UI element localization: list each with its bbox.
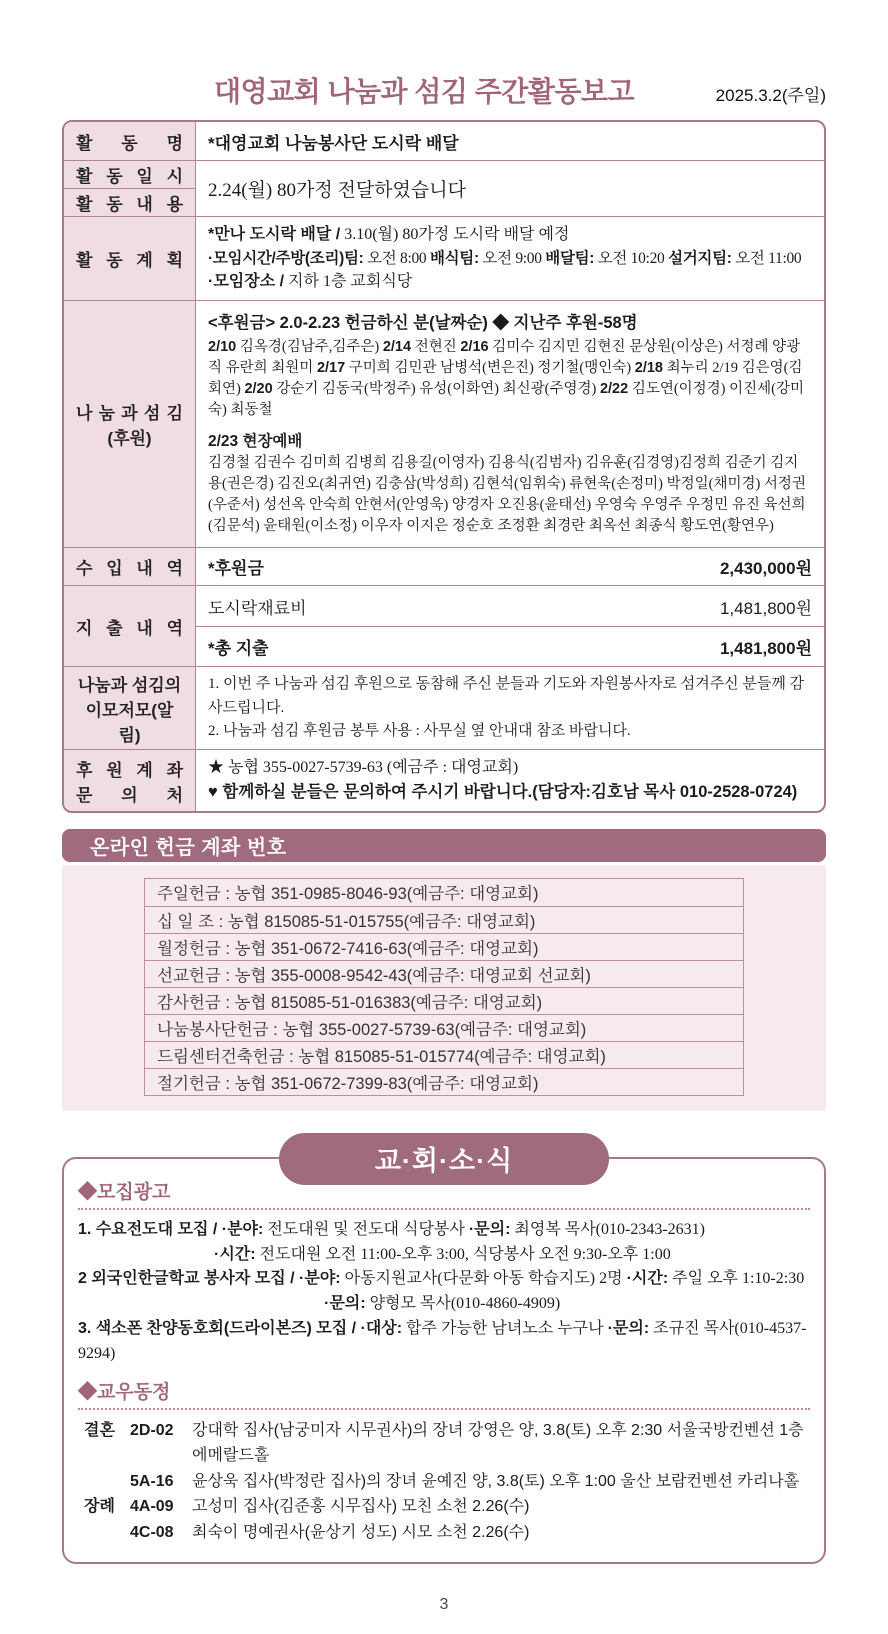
giving-account-row: 월정헌금 : 농협 351-0672-7416-63(예금주: 대영교회) — [145, 933, 743, 960]
plan-line3-label: ·모임장소 / — [208, 273, 285, 291]
online-giving-header: 온라인 헌금 계좌 번호 — [62, 829, 826, 862]
family-news-group: 장례 — [84, 1498, 115, 1516]
giving-account-row: 나눔봉사단헌금 : 농협 355-0027-5739-63(예금주: 대영교회) — [145, 1014, 743, 1041]
plan-line3-text: 지하 1층 교회식당 — [284, 273, 413, 291]
family-news-heading: ◆교우동정 — [78, 1381, 171, 1403]
family-news-text: 윤상욱 집사(박정란 집사)의 장녀 윤예진 양, 3.8(토) 오후 1:00 울산 보람컨벤션 카리나홀 — [192, 1472, 800, 1490]
donor-date: 2/22 — [599, 381, 629, 398]
page-number: 3 — [439, 1595, 449, 1613]
row-label: 수 입 내 역 — [64, 548, 196, 585]
donor-date: 2/16 — [460, 339, 489, 356]
donor-date: 2/20 — [244, 381, 273, 398]
label-activity-date: 활 동 일 시 — [76, 167, 183, 186]
worship-attendee-list: 김경철 김권수 김미희 김병희 김용길(이영자) 김용식(김범자) 김유훈(김경영)김정희 김준기 김지용(권은경) 김진오(최귀연) 김충삼(박성희) 김현석(임휘숙) 류현욱(손정미) 박정일(채미경) 서정권(우준서) 성선옥 안숙희 안현서(안영욱) 양경자 오진용(윤태선) 우영숙 우영주 우정민 유진 육선희(김문석) 윤태원(이소정) 이우자 이지은 정순호 조정환 최경란 최옥선 최종식 황도연(황연우) — [208, 455, 806, 535]
family-news-code: 4A-09 — [130, 1498, 174, 1516]
plan-line-2: ·모임시간/주방(조리)팀: 오전 8:00 배식팀: 오전 9:00 배달팀: 오전 10:20 설거지팀: 오전 11:00 — [208, 250, 802, 267]
table-row-expense — [64, 585, 824, 666]
row-content — [196, 586, 824, 666]
row-content — [196, 750, 824, 811]
donor-names: 강순기 김동국(박정주) 유성(이화연) 최신광(주영경) — [272, 381, 600, 398]
church-news-box — [62, 1146, 826, 1564]
row-content — [196, 122, 824, 160]
page-title: 대영교회 나눔과 섬김 주간활동보고 — [213, 76, 635, 107]
expense-item: 도시락재료비 — [208, 598, 307, 618]
expense-amount: 1,481,800원 — [719, 598, 812, 618]
family-news-group — [84, 1469, 130, 1495]
family-news-group: 결혼 — [84, 1421, 115, 1439]
income-amount: 2,430,000원 — [719, 559, 812, 579]
giving-account-row: 십 일 조 : 농협 815085-51-015755(예금주: 대영교회) — [145, 906, 743, 933]
recruit-item-2: 2 외국인한글학교 봉사자 모집 / ·분야: 아동지원교사(다문화 아동 학습지도) 2명 ·시간: 주일 오후 1:10-2:30 — [78, 1270, 805, 1288]
dotted-divider — [78, 1208, 810, 1210]
dotted-divider — [78, 1408, 810, 1410]
expense-total-item: *총 지출 — [208, 639, 269, 659]
family-news-list — [78, 1418, 810, 1546]
family-news-text: 고성미 집사(김준홍 시무집사) 모친 소천 2.26(수) — [192, 1498, 530, 1516]
family-news-group — [84, 1520, 130, 1546]
row-label: 활 동 명 — [64, 122, 196, 160]
recruit-item-3: 3. 색소폰 찬양동호회(드라이본즈) 모집 / ·대상: 합주 가능한 남녀노소 누구나 ·문의: 조규진 목사(010-4537-9294) — [78, 1320, 807, 1362]
table-row-plan — [64, 216, 824, 300]
row-label: 활 동 계 획 — [64, 217, 196, 300]
giving-account-row: 감사헌금 : 농협 815085-51-016383(예금주: 대영교회) — [145, 987, 743, 1014]
recruit-item-1: 1. 수요전도대 모집 / ·분야: 전도대원 및 전도대 식당봉사 ·문의: 최영복 목사(010-2343-2631) — [78, 1220, 705, 1238]
giving-account-table — [144, 878, 744, 1096]
donor-names: 김도연(이정경) 이진세(강미숙) 최동철 — [208, 381, 804, 419]
plan-line-1 — [208, 223, 812, 247]
income-item: *후원금 — [208, 559, 264, 579]
row-label: 후 원 계 좌 문 의 처 — [64, 750, 196, 811]
row-label: 나눔과 섬김의 이모저모(알림) — [64, 667, 196, 749]
row-content — [196, 667, 824, 749]
family-news-row — [78, 1469, 810, 1495]
family-news-text: 최숙이 명예권사(윤상기 성도) 시모 소천 2.26(수) — [192, 1524, 530, 1542]
expense-total-amount: 1,481,800원 — [719, 639, 812, 659]
donor-names: 김미수 김지민 김현진 문상원(이상은) 서정례 양광직 유란희 최원미 — [208, 339, 801, 377]
online-giving-panel — [62, 865, 826, 1111]
plan-line1-label: *만나 도시락 배달 / — [208, 226, 341, 243]
report-date: 2025.3.2(주일) — [715, 86, 826, 105]
weekly-report-table — [62, 120, 826, 813]
donor-names: 김옥경(김남주,김주은) — [236, 339, 383, 356]
note-line-1: 1. 이번 주 나눔과 섬김 후원으로 동참해 주신 분들과 기도와 자원봉사자로 섬겨주신 분들께 감사드립니다. — [208, 676, 805, 716]
label-activity-content: 활 동 내 용 — [64, 188, 195, 216]
giving-account-row: 드림센터건축헌금 : 농협 815085-51-015774(예금주: 대영교회) — [145, 1041, 743, 1068]
support-account-number: ★ 농협 355-0027-5739-63 (예금주 : 대영교회) — [208, 759, 519, 777]
donor-date: 2/18 — [634, 360, 663, 377]
activity-name-value: *대영교회 나눔봉사단 도시락 배달 — [208, 133, 459, 153]
table-row-notes — [64, 666, 824, 749]
plan-line-3 — [208, 270, 812, 294]
family-news-code: 2D-02 — [130, 1421, 174, 1439]
donor-date: 2/17 — [316, 360, 346, 377]
row-content — [196, 161, 824, 216]
table-row-income — [64, 547, 824, 585]
row-label: 나 눔 과 섬 김 (후원) — [64, 301, 196, 547]
expense-row-materials — [196, 586, 824, 626]
donation-heading: <후원금> 2.0-2.23 헌금하신 분(날짜순) ◆ 지난주 후원-58명 — [208, 314, 638, 333]
church-news-title: 교·회·소·식 — [279, 1133, 609, 1185]
expense-row-total — [196, 626, 824, 666]
giving-account-row: 주일헌금 : 농협 351-0985-8046-93(예금주: 대영교회) — [157, 885, 539, 904]
support-contact: ♥ 함께하실 분들은 문의하여 주시기 바랍니다.(담당자:김호남 목사 010-2528-0724) — [208, 783, 798, 802]
donor-date: 2/14 — [382, 339, 412, 356]
recruit-item-2-sub: ·문의: 양형모 목사(010-4860-4909) — [324, 1295, 561, 1313]
activity-when-value: 2.24(월) 80가정 전달하였습니다 — [208, 180, 466, 201]
note-line-2: 2. 나눔과 섬김 후원금 봉투 사용 : 사무실 옆 안내대 참조 바랍니다. — [208, 722, 631, 739]
giving-account-row: 절기헌금 : 농협 351-0672-7399-83(예금주: 대영교회) — [145, 1068, 743, 1095]
table-row-activity-name — [64, 122, 824, 160]
table-row-support-account — [64, 749, 824, 811]
plan-line1-text: 3.10(월) 80가정 도시락 배달 예정 — [340, 226, 570, 243]
income-row — [208, 554, 812, 579]
worship-heading: 2/23 현장예배 — [208, 433, 303, 451]
family-news-row — [78, 1418, 810, 1469]
row-content — [196, 217, 824, 300]
family-news-text: 강대학 집사(남궁미자 시무권사)의 장녀 강영은 양, 3.8(토) 오후 2:30 서울국방컨벤션 1층 에메랄드홀 — [192, 1421, 804, 1465]
family-news-row — [78, 1494, 810, 1520]
table-row-sharing — [64, 300, 824, 547]
giving-account-row: 선교헌금 : 농협 355-0008-9542-43(예금주: 대영교회 선교회) — [145, 960, 743, 987]
recruit-item-1-sub: ·시간: 전도대원 오전 11:00-오후 3:00, 식당봉사 오전 9:30-오후 1:00 — [214, 1245, 671, 1263]
table-row-activity-when — [64, 160, 824, 216]
row-label — [64, 161, 196, 216]
donor-names: 구미희 김민관 남병석(변은진) 정기철(맹인숙) — [345, 360, 635, 377]
donor-list — [208, 337, 812, 421]
donor-date: 2/10 — [208, 339, 237, 356]
family-news-code: 5A-16 — [130, 1472, 174, 1490]
recruit-heading: ◆모집광고 — [78, 1181, 171, 1203]
donor-names: 전현진 — [411, 339, 461, 356]
family-news-code: 4C-08 — [130, 1524, 174, 1542]
document-header — [62, 70, 826, 110]
row-content — [196, 301, 824, 547]
row-label: 지 출 내 역 — [64, 586, 196, 666]
donor-names: 최누리 2/19 김은영(김회연) — [208, 360, 803, 398]
family-news-row — [78, 1520, 810, 1546]
row-content — [196, 548, 824, 585]
